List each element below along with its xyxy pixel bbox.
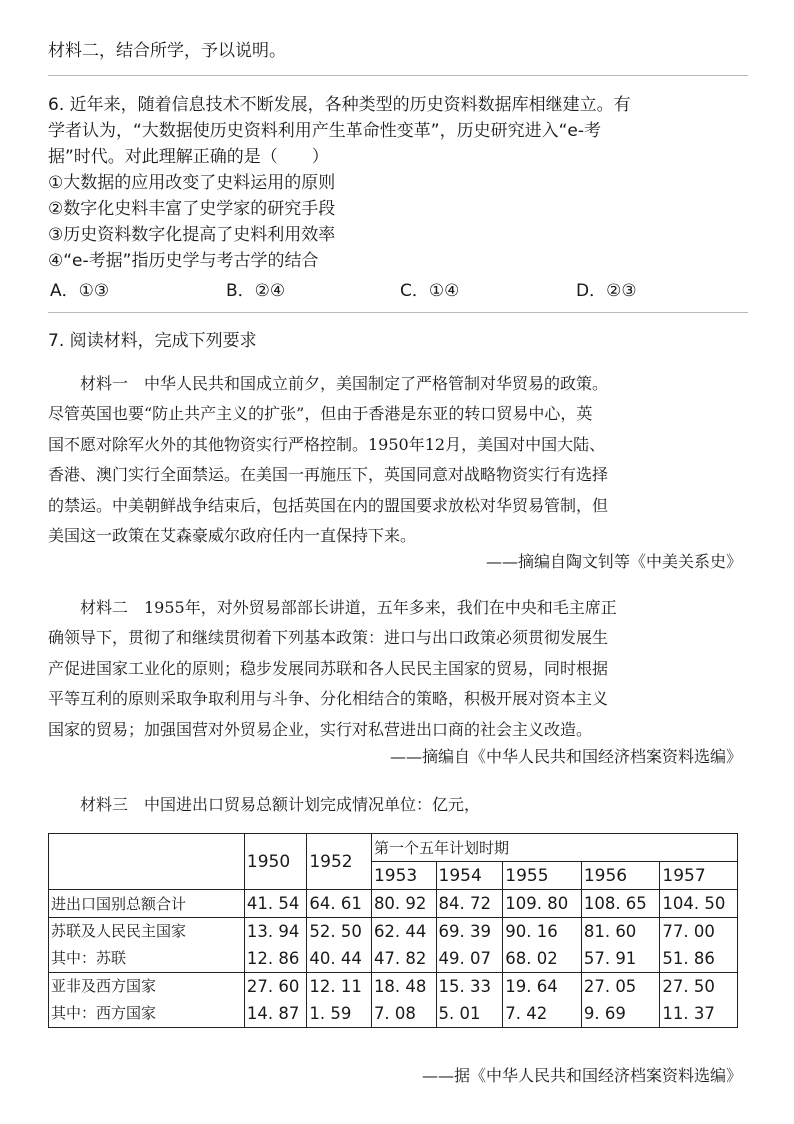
table-cell (244, 918, 306, 973)
table-row-label-line: 其中：西方国家 (51, 1004, 157, 1022)
material-1-line: 尽管英国也要“防止共产主义的扩张”，但由于香港是东亚的转口贸易中心，英 (48, 404, 593, 424)
table-cell: 64. 61 (307, 890, 372, 918)
table-row-label-line: 苏联及人民民主国家 (51, 922, 187, 940)
table-cell: 108. 65 (581, 890, 660, 918)
table-row (49, 918, 738, 973)
table-cell (436, 973, 503, 1028)
table-value: 18. 48 (373, 977, 427, 996)
table-value: 57. 91 (583, 949, 637, 968)
trade-table (48, 833, 738, 1028)
table-value: 90. 16 (505, 922, 558, 941)
table-value: 49. 07 (438, 949, 491, 968)
material-2-line: 材料二 1955年，对外贸易部部长讲道，五年多来，我们在中央和毛主席正 (48, 598, 617, 617)
material-1-line: 的禁运。中美朝鲜战争结束后，包括英国在内的盟国要求放松对华贸易管制，但 (48, 495, 609, 515)
question-6-item: ②数字化史料丰富了史学家的研究手段 (48, 199, 336, 219)
previous-question-tail: 材料二，结合所学，予以说明。 (48, 41, 286, 61)
material-1-line: 材料一 中华人民共和国成立前夕，美国制定了严格管制对华贸易的政策。 (48, 374, 609, 393)
question-6-item: ④“e-考据”指历史学与考古学的结合 (48, 251, 319, 271)
option-d[interactable]: D．②③ (576, 281, 637, 301)
table-cell (307, 973, 372, 1028)
table-value: 69. 39 (438, 922, 491, 941)
divider (48, 75, 748, 76)
table-value: 13. 94 (246, 922, 300, 941)
table-value: 51. 86 (662, 949, 715, 968)
table-value: 62. 44 (373, 922, 427, 941)
table-value: 27. 60 (246, 977, 300, 996)
material-1 (48, 369, 748, 551)
table-cell (503, 918, 582, 973)
material-3-intro: 材料三 中国进出口贸易总额计划完成情况单位：亿元， (48, 795, 481, 814)
table-row-label (49, 973, 245, 1028)
table-value: 27. 05 (583, 977, 637, 996)
option-c[interactable]: C．①④ (400, 281, 460, 301)
table-cell: 41. 54 (244, 890, 306, 918)
table-year-header: 1953 (371, 862, 436, 890)
option-b[interactable]: B．②④ (226, 281, 286, 301)
question-6-item: ①大数据的应用改变了史料运用的原则 (48, 173, 336, 193)
table-value: 12. 11 (309, 977, 362, 996)
material-2-line: 国家的贸易；加强国营对外贸易企业，实行对私营进出口商的社会主义改造。 (48, 719, 593, 739)
table-value: 47. 82 (373, 949, 427, 968)
table-value: 5. 01 (438, 1004, 481, 1023)
table-cell (660, 918, 738, 973)
table-year-header: 1957 (660, 862, 738, 890)
table-cell (581, 973, 660, 1028)
table-value: 15. 33 (438, 977, 491, 996)
table-cell (371, 973, 436, 1028)
table-cell (581, 918, 660, 973)
material-2-source: ——摘编自《中华人民共和国经济档案资料选编》 (389, 747, 742, 766)
table-cell (503, 973, 582, 1028)
material-1-line: 美国这一政策在艾森豪威尔政府任内一直保持下来。 (48, 526, 417, 546)
table-year-header: 1952 (307, 834, 372, 890)
question-6-stem-line-3: 据”时代。对此理解正确的是（ ） (48, 147, 329, 167)
question-6-stem-line-2: 学者认为，“大数据使历史资料利用产生革命性变革”，历史研究进入“e-考 (48, 121, 602, 141)
table-corner-cell (49, 834, 245, 890)
table-row-label-line: 其中：苏联 (51, 949, 127, 967)
table-value: 68. 02 (505, 949, 558, 968)
table-value: 14. 87 (246, 1004, 300, 1023)
table-cell (244, 973, 306, 1028)
table-year-header: 1954 (436, 862, 503, 890)
table-value: 7. 08 (373, 1004, 416, 1023)
table-value: 81. 60 (583, 922, 637, 941)
table-cell (660, 973, 738, 1028)
divider (48, 312, 748, 313)
table-header-row (49, 834, 738, 862)
table-row (49, 890, 738, 918)
material-1-line: 香港、澳门实行全面禁运。在美国一再施压下，英国同意对战略物资实行有选择 (48, 465, 609, 485)
material-2-line: 平等互利的原则采取争取利用与斗争、分化相结合的策略，积极开展对资本主义 (48, 689, 609, 709)
table-group-header: 第一个五年计划时期 (371, 834, 737, 862)
table-value: 19. 64 (505, 977, 558, 996)
table-row-label: 进出口国别总额合计 (49, 890, 245, 918)
option-a[interactable]: A．①③ (50, 281, 110, 301)
question-7-title: 7. 阅读材料，完成下列要求 (48, 331, 257, 351)
question-6-stem-line-1: 6. 近年来，随着信息技术不断发展，各种类型的历史资料数据库相继建立。有 (48, 95, 631, 115)
table-value: 52. 50 (309, 922, 362, 941)
table-cell (307, 918, 372, 973)
table-value: 1. 59 (309, 1004, 352, 1023)
table-year-header: 1955 (503, 862, 582, 890)
table-value: 12. 86 (246, 949, 300, 968)
material-2 (48, 593, 748, 745)
table-year-header: 1950 (244, 834, 306, 890)
material-3-source: ——据《中华人民共和国经济档案资料选编》 (421, 1066, 742, 1085)
table-value: 77. 00 (662, 922, 715, 941)
table-row (49, 973, 738, 1028)
question-6-item: ③历史资料数字化提高了史料利用效率 (48, 225, 336, 245)
table-cell: 104. 50 (660, 890, 738, 918)
table-cell (371, 918, 436, 973)
table-value: 9. 69 (583, 1004, 626, 1023)
material-1-line: 国不愿对除军火外的其他物资实行严格控制。1950年12月，美国对中国大陆、 (48, 434, 606, 454)
table-cell: 109. 80 (503, 890, 582, 918)
table-value: 7. 42 (505, 1004, 548, 1023)
table-value: 27. 50 (662, 977, 715, 996)
table-year-header: 1956 (581, 862, 660, 890)
table-cell (436, 918, 503, 973)
material-2-line: 确领导下，贯彻了和继续贯彻着下列基本政策：进口与出口政策必须贯彻发展生 (48, 628, 609, 648)
table-cell: 80. 92 (371, 890, 436, 918)
table-row-label-line: 亚非及西方国家 (51, 977, 157, 995)
table-cell: 84. 72 (436, 890, 503, 918)
table-row-label (49, 918, 245, 973)
material-2-line: 产促进国家工业化的原则；稳步发展同苏联和各人民民主国家的贸易，同时根据 (48, 658, 609, 678)
table-value: 40. 44 (309, 949, 362, 968)
table-value: 11. 37 (662, 1004, 715, 1023)
material-1-source: ——摘编自陶文钊等《中美关系史》 (485, 552, 742, 571)
